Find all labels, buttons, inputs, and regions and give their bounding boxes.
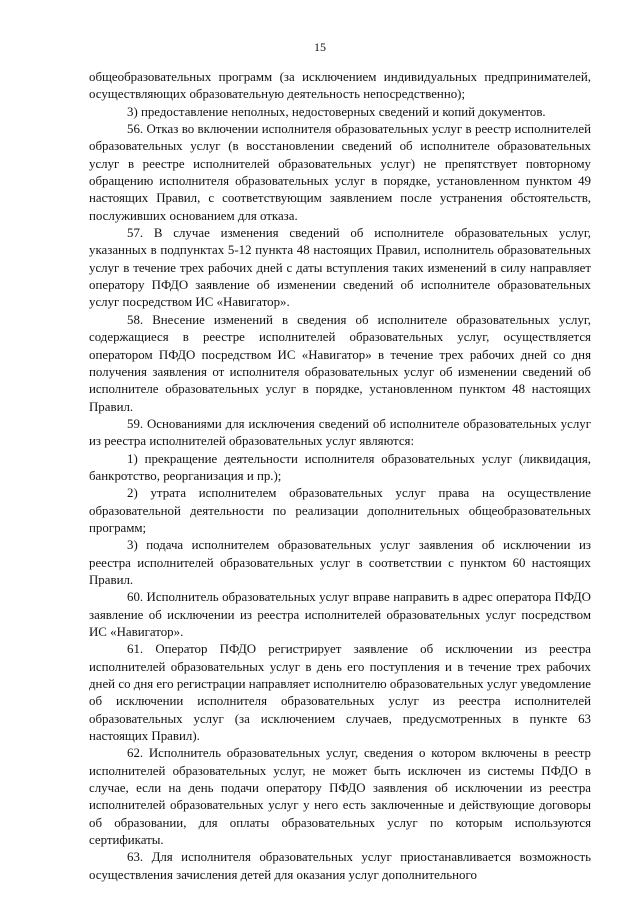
paragraph-57: 57. В случае изменения сведений об исполнителе образовательных услуг, указанных в подпунктах 5-12 пункта 48 настоящих Правил, исполнитель образовательных услуг в течение трех рабочих дней с даты вступления таких изменений в силу направляет оператору ПФДО заявление об изменении сведений об исполнителе образовательных услуг посредством ИС «Навигатор».: [89, 226, 591, 310]
paragraph-continuation: общеобразовательных программ (за исключением индивидуальных предпринимателей, осуществляющих образовательную деятельность непосредственно);: [89, 70, 591, 102]
document-body: [89, 69, 591, 884]
page-number: 15: [314, 40, 326, 54]
paragraph-63: 63. Для исполнителя образовательных услуг приостанавливается возможность осуществления зачисления детей для оказания услуг дополнительного: [89, 850, 591, 882]
paragraph-59-item-3: 3) подача исполнителем образовательных услуг заявления об исключении из реестра исполнителей образовательных услуг в соответствии с пунктом 60 настоящих Правил.: [89, 538, 591, 587]
paragraph-58: 58. Внесение изменений в сведения об исполнителе образовательных услуг, содержащиеся в реестре исполнителей образовательных услуг, осуществляется оператором ПФДО посредством ИС «Навигатор» в течение трех рабочих дней со дня получения заявления от исполнителя образовательных услуг об изменении сведений об исполнителе образовательных услуг в порядке, установленном пунктом 48 настоящих Правил.: [89, 312, 591, 414]
paragraph-60: 60. Исполнитель образовательных услуг вправе направить в адрес оператора ПФДО заявление об исключении из реестра исполнителей образовательных услуг посредством ИС «Навигатор».: [89, 590, 591, 639]
paragraph-62: 62. Исполнитель образовательных услуг, сведения о котором включены в реестр исполнителей образовательных услуг, не может быть исключен из системы ПФДО в случае, если на день подачи оператору ПФДО заявления об исключении из реестра исполнителей образовательных услуг у него есть заключенные и действующие договоры об образовании, для оплаты образовательных услуг по которым используются сертификаты.: [89, 746, 591, 848]
paragraph-61: 61. Оператор ПФДО регистрирует заявление об исключении из реестра исполнителей образовательных услуг в день его поступления и в течение трех рабочих дней со дня его регистрации направляет исполнителю образовательных услуг уведомление об исключении исполнителя образовательных услуг из реестра исполнителей образовательных услуг (за исключением случаев, предусмотренных в пункте 63 настоящих Правил).: [89, 642, 591, 744]
paragraph-59: 59. Основаниями для исключения сведений об исполнителе образовательных услуг из реестра исполнителей образовательных услуг являются:: [89, 416, 591, 449]
paragraph-56: 56. Отказ во включении исполнителя образовательных услуг в реестр исполнителей образовательных услуг (в восстановлении сведений об исполнителе образовательных услуг в реестре исполнителей образовательных услуг) не препятствует повторному обращению исполнителя образовательных услуг в порядке, установленном пунктом 49 настоящих Правил, с соответствующим заявлением после устранения обстоятельств, послуживших основанием для отказа.: [89, 122, 591, 223]
paragraph-59-item-1: 1) прекращение деятельности исполнителя образовательных услуг (ликвидация, банкротство, реорганизация и пр.);: [89, 451, 591, 483]
list-item-3: 3) предоставление неполных, недостоверных сведений и копий документов.: [127, 104, 546, 119]
paragraph-59-item-2: 2) утрата исполнителем образовательных услуг права на осуществление образовательной деятельности по реализации дополнительных общеобразовательных программ;: [89, 486, 591, 535]
